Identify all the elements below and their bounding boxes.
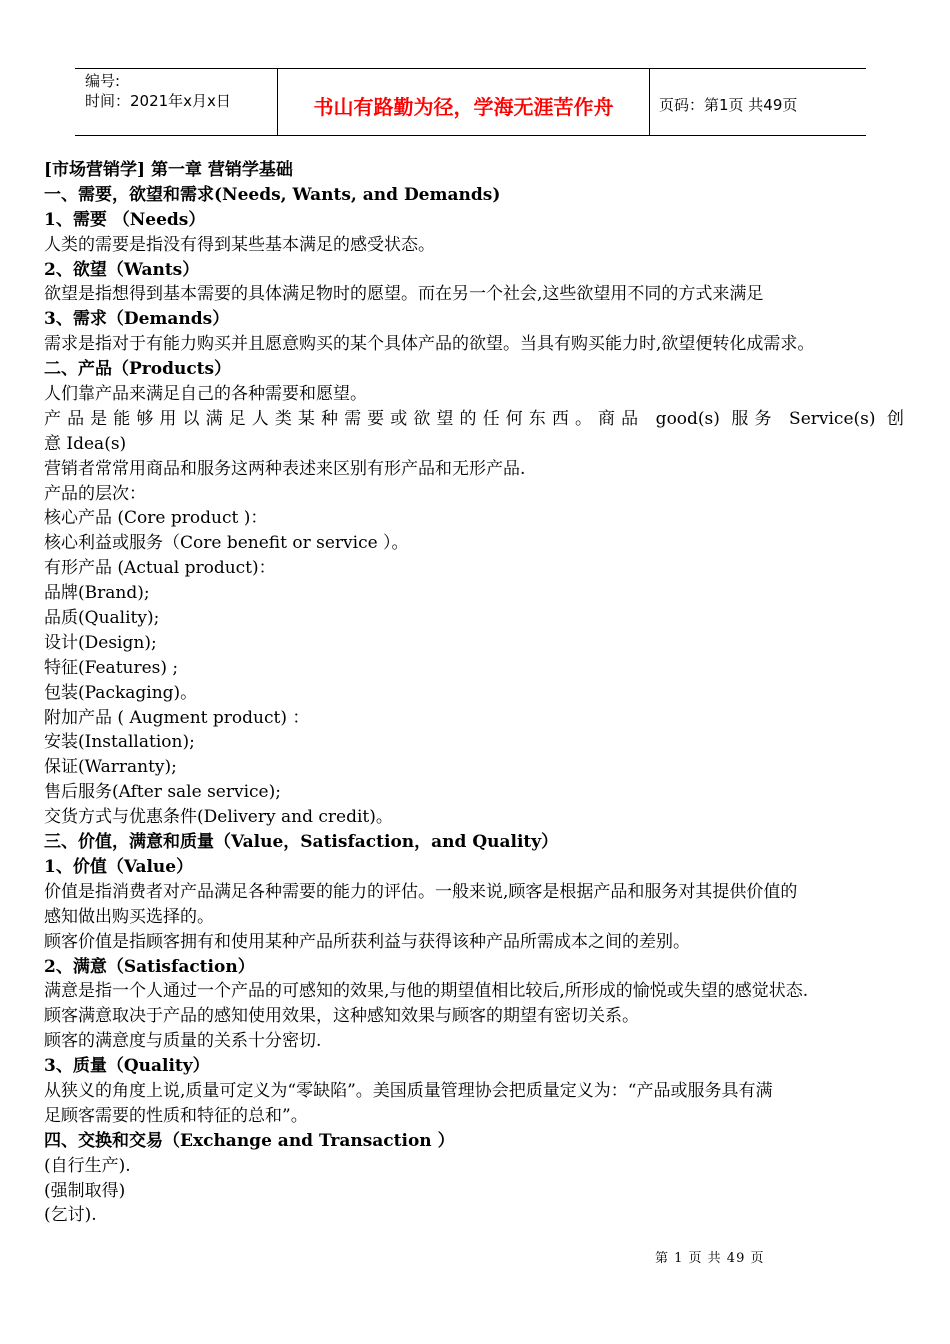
header-motto: 书山有路勤为径，学海无涯苦作舟: [313, 94, 614, 119]
body-text-line: 交货方式与优惠条件(Delivery and credit)。: [44, 807, 393, 828]
header-meta-cell: [75, 69, 278, 135]
body-text-line: 价值是指消费者对产品满足各种需要的能力的评估。一般来说,顾客是根据产品和服务对其提供价值的: [44, 881, 798, 902]
body-text-line: 核心产品 (Core product )：: [44, 508, 268, 529]
section-heading: 三、价值，满意和质量（Value，Satisfaction，and Quality）: [44, 832, 559, 853]
body-text-line: 产品的层次：: [44, 483, 146, 504]
header-page-cell: [650, 69, 866, 135]
body-text-line: 保证(Warranty);: [44, 757, 177, 778]
body-text-line: 顾客的满意度与质量的关系十分密切.: [44, 1031, 322, 1052]
section-heading: 2、欲望（Wants）: [44, 259, 200, 280]
body-text-line: 品质(Quality);: [44, 608, 160, 629]
body-text-line: 顾客价值是指顾客拥有和使用某种产品所获利益与获得该种产品所需成本之间的差别。: [44, 931, 690, 952]
body-text-line: 足顾客需要的性质和特征的总和”。: [44, 1105, 308, 1126]
section-heading: 3、质量（Quality）: [44, 1056, 210, 1077]
body-text-line: 人们靠产品来满足自己的各种需要和愿望。: [44, 384, 367, 405]
body-text-line: 感知做出购买选择的。: [44, 906, 214, 927]
section-heading: 1、价值（Value）: [44, 856, 194, 877]
section-heading: 二、产品（Products）: [44, 359, 232, 380]
body-text-line: 顾客满意取决于产品的感知使用效果，这种感知效果与顾客的期望有密切关系。: [44, 1006, 639, 1027]
section-heading: [市场营销学] 第一章 营销学基础: [44, 160, 293, 180]
body-text-line: 包装(Packaging)。: [44, 682, 198, 703]
document-number-label: 编号:: [85, 72, 121, 90]
section-heading: 四、交换和交易（Exchange and Transaction ）: [44, 1130, 455, 1151]
body-text-line: 营销者常常用商品和服务这两种表述来区别有形产品和无形产品.: [44, 458, 526, 479]
body-text-line: 意 Idea(s): [44, 433, 127, 454]
document-time-label: 时间：2021年x月x日: [85, 92, 231, 110]
body-text-line: 欲望是指想得到基本需要的具体满足物时的愿望。而在另一个社会,这些欲望用不同的方式来满足: [44, 284, 764, 305]
body-text-line: 有形产品 (Actual product)：: [44, 558, 276, 579]
body-text-line: 设计(Design);: [44, 632, 157, 653]
body-text-line: (强制取得): [44, 1180, 126, 1201]
body-text-line: 满意是指一个人通过一个产品的可感知的效果,与他的期望值相比较后,所形成的愉悦或失望的感觉状态.: [44, 981, 809, 1002]
document-header: [75, 68, 866, 136]
body-text-line: 特征(Features) ;: [44, 657, 179, 678]
body-text-line: 核心利益或服务（Core benefit or service ）。: [44, 533, 409, 554]
section-heading: 1、需要 （Needs）: [44, 209, 206, 230]
body-text-line: 产品是能够用以满足人类某种需要或欲望的任何东西。商品 good(s) 服务 Service(s) 创: [44, 408, 904, 429]
body-text-line: (自行生产).: [44, 1155, 131, 1176]
section-heading: 一、需要，欲望和需求(Needs, Wants, and Demands): [44, 184, 501, 205]
header-page-info: 页码：第1页 共49页: [659, 95, 798, 114]
body-text-line: 附加产品 ( Augment product) ：: [44, 707, 310, 728]
body-text-line: 品牌(Brand);: [44, 583, 150, 604]
document-body: [44, 158, 904, 1228]
section-heading: 3、需求（Demands）: [44, 309, 230, 330]
body-text-line: (乞讨).: [44, 1205, 97, 1226]
body-text-line: 售后服务(After sale service);: [44, 782, 281, 803]
body-text-line: 人类的需要是指没有得到某些基本满足的感受状态。: [44, 234, 435, 255]
page-footer: 第 1 页 共 49 页: [655, 1251, 765, 1266]
body-text-line: 需求是指对于有能力购买并且愿意购买的某个具体产品的欲望。当具有购买能力时,欲望便转化成需求。: [44, 334, 815, 355]
section-heading: 2、满意（Satisfaction）: [44, 956, 255, 977]
body-text-line: 安装(Installation);: [44, 732, 195, 753]
header-motto-cell: [278, 69, 650, 135]
body-text-line: 从狭义的角度上说,质量可定义为“零缺陷”。美国质量管理协会把质量定义为：“产品或服务具有满: [44, 1080, 773, 1101]
